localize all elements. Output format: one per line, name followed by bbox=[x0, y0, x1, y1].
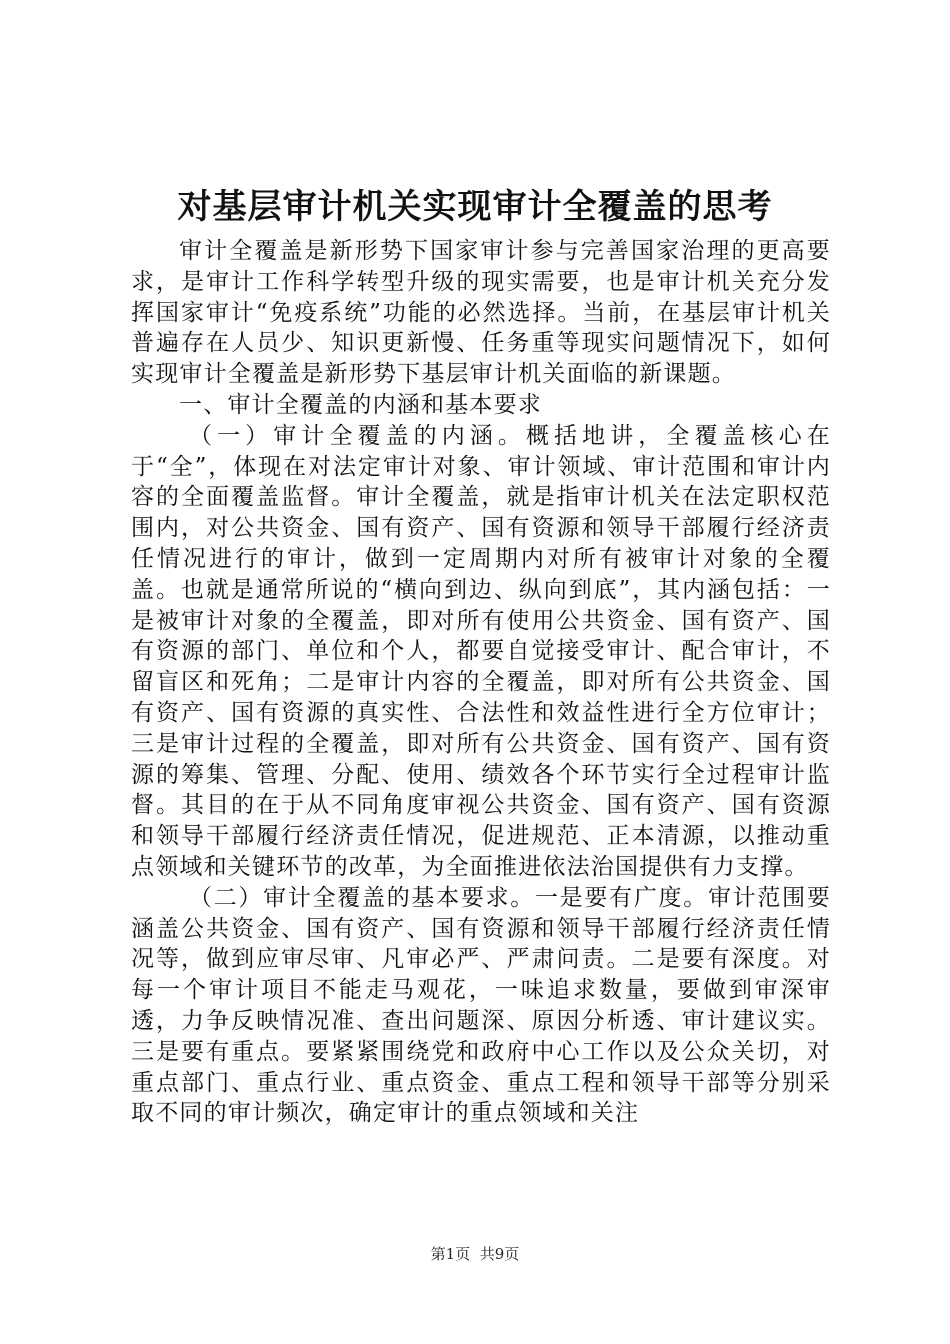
subsection-paragraph-2: （二）审计全覆盖的基本要求。一是要有广度。审计范围要涵盖公共资金、国有资产、国有资源和领导干部履行经济责任情况等，做到应审尽审、凡审必严、严肃问责。二是要有深度。对每一个审计项目不能走马观花，一味追求数量，要做到审深审透，力争反映情况准、查出问题深、原因分析透、审计建议实。三是要有重点。要紧紧围绕党和政府中心工作以及公众关切，对重点部门、重点行业、重点资金、重点工程和领导干部等分别采取不同的审计频次，确定审计的重点领域和关注 bbox=[131, 884, 831, 1127]
subsection-paragraph-1: （一）审计全覆盖的内涵。概括地讲，全覆盖核心在于“全”，体现在对法定审计对象、审计领域、审计范围和审计内容的全面覆盖监督。审计全覆盖，就是指审计机关在法定职权范围内，对公共资金、国有资产、国有资源和领导干部履行经济责任情况进行的审计，做到一定周期内对所有被审计对象的全覆盖。也就是通常所说的“横向到边、纵向到底”，其内涵包括：一是被审计对象的全覆盖，即对所有使用公共资金、国有资产、国有资源的部门、单位和个人，都要自觉接受审计、配合审计，不留盲区和死角；二是审计内容的全覆盖，即对所有公共资金、国有资产、国有资源的真实性、合法性和效益性进行全方位审计；三是审计过程的全覆盖，即对所有公共资金、国有资产、国有资源的筹集、管理、分配、使用、绩效各个环节实行全过程审计监督。其目的在于从不同角度审视公共资金、国有资产、国有资源和领导干部履行经济责任情况，促进规范、正本清源，以推动重点领域和关键环节的改革，为全面推进依法治国提供有力支撑。 bbox=[131, 422, 831, 880]
page-number: 第1页 bbox=[430, 1245, 471, 1263]
page-footer bbox=[0, 1244, 950, 1264]
document-title: 对基层审计机关实现审计全覆盖的思考 bbox=[177, 187, 773, 227]
document-body bbox=[131, 236, 831, 1129]
page-total: 共9页 bbox=[479, 1245, 520, 1263]
section-heading: 一、审计全覆盖的内涵和基本要求 bbox=[179, 391, 542, 418]
intro-paragraph: 审计全覆盖是新形势下国家审计参与完善国家治理的更高要求，是审计工作科学转型升级的现实需要，也是审计机关充分发挥国家审计“免疫系统”功能的必然选择。当前，在基层审计机关普遍存在人员少、知识更新慢、任务重等现实问题情况下，如何实现审计全覆盖是新形势下基层审计机关面临的新课题。 bbox=[131, 238, 831, 388]
